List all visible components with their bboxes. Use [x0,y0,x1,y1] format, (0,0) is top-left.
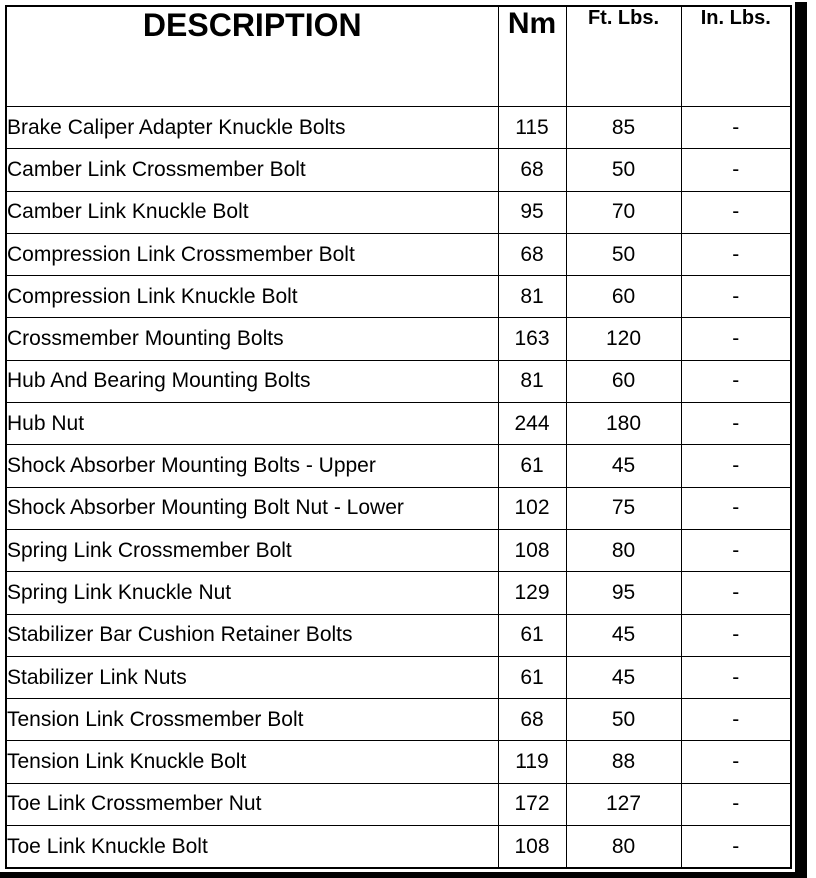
ft-lbs-cell: 80 [566,826,681,868]
table-row [7,699,790,741]
description-cell: Crossmember Mounting Bolts [7,318,498,360]
ft-lbs-cell: 80 [566,529,681,571]
column-header-nm: Nm [498,7,566,107]
in-lbs-cell: - [681,191,790,233]
in-lbs-cell: - [681,318,790,360]
nm-cell: 108 [498,826,566,868]
nm-cell: 68 [498,149,566,191]
in-lbs-cell: - [681,699,790,741]
column-header-ft-lbs: Ft. Lbs. [566,7,681,107]
table-row [7,318,790,360]
ft-lbs-cell: 180 [566,403,681,445]
description-cell: Compression Link Crossmember Bolt [7,233,498,275]
ft-lbs-cell: 50 [566,699,681,741]
ft-lbs-cell: 127 [566,783,681,825]
table-drop-shadow-right [795,2,807,878]
description-cell: Spring Link Crossmember Bolt [7,529,498,571]
in-lbs-cell: - [681,614,790,656]
nm-cell: 244 [498,403,566,445]
column-header-in-lbs: In. Lbs. [681,7,790,107]
ft-lbs-cell: 120 [566,318,681,360]
table-drop-shadow-bottom [0,872,807,878]
header-row [7,7,790,107]
table-row [7,360,790,402]
table-row [7,149,790,191]
table-row [7,445,790,487]
ft-lbs-cell: 45 [566,614,681,656]
ft-lbs-cell: 95 [566,572,681,614]
ft-lbs-cell: 45 [566,445,681,487]
table-row [7,233,790,275]
ft-lbs-cell: 70 [566,191,681,233]
in-lbs-cell: - [681,572,790,614]
in-lbs-cell: - [681,529,790,571]
description-cell: Stabilizer Bar Cushion Retainer Bolts [7,614,498,656]
ft-lbs-cell: 60 [566,276,681,318]
description-cell: Spring Link Knuckle Nut [7,572,498,614]
table-row [7,614,790,656]
column-header-description: DESCRIPTION [7,7,498,107]
table-row [7,783,790,825]
torque-spec-table [7,7,790,867]
description-cell: Camber Link Knuckle Bolt [7,191,498,233]
nm-cell: 163 [498,318,566,360]
ft-lbs-cell: 60 [566,360,681,402]
description-cell: Toe Link Crossmember Nut [7,783,498,825]
ft-lbs-cell: 88 [566,741,681,783]
description-cell: Brake Caliper Adapter Knuckle Bolts [7,107,498,149]
nm-cell: 129 [498,572,566,614]
in-lbs-cell: - [681,445,790,487]
description-cell: Stabilizer Link Nuts [7,656,498,698]
nm-cell: 68 [498,233,566,275]
description-cell: Hub Nut [7,403,498,445]
table-row [7,487,790,529]
description-cell: Compression Link Knuckle Bolt [7,276,498,318]
description-cell: Toe Link Knuckle Bolt [7,826,498,868]
in-lbs-cell: - [681,403,790,445]
in-lbs-cell: - [681,783,790,825]
in-lbs-cell: - [681,656,790,698]
table-row [7,529,790,571]
table-row [7,276,790,318]
table-row [7,107,790,149]
nm-cell: 61 [498,614,566,656]
description-cell: Tension Link Knuckle Bolt [7,741,498,783]
table-row [7,826,790,868]
in-lbs-cell: - [681,360,790,402]
description-cell: Tension Link Crossmember Bolt [7,699,498,741]
nm-cell: 115 [498,107,566,149]
table-row [7,191,790,233]
nm-cell: 61 [498,656,566,698]
table-row [7,572,790,614]
ft-lbs-cell: 50 [566,149,681,191]
nm-cell: 95 [498,191,566,233]
nm-cell: 102 [498,487,566,529]
nm-cell: 68 [498,699,566,741]
in-lbs-cell: - [681,149,790,191]
in-lbs-cell: - [681,487,790,529]
in-lbs-cell: - [681,107,790,149]
description-cell: Shock Absorber Mounting Bolts - Upper [7,445,498,487]
table-row [7,403,790,445]
table-row [7,741,790,783]
nm-cell: 119 [498,741,566,783]
nm-cell: 81 [498,276,566,318]
nm-cell: 61 [498,445,566,487]
in-lbs-cell: - [681,233,790,275]
ft-lbs-cell: 50 [566,233,681,275]
ft-lbs-cell: 85 [566,107,681,149]
in-lbs-cell: - [681,826,790,868]
nm-cell: 81 [498,360,566,402]
in-lbs-cell: - [681,741,790,783]
table-row [7,656,790,698]
description-cell: Hub And Bearing Mounting Bolts [7,360,498,402]
nm-cell: 172 [498,783,566,825]
description-cell: Shock Absorber Mounting Bolt Nut - Lower [7,487,498,529]
table-body [7,107,790,868]
ft-lbs-cell: 75 [566,487,681,529]
description-cell: Camber Link Crossmember Bolt [7,149,498,191]
ft-lbs-cell: 45 [566,656,681,698]
nm-cell: 108 [498,529,566,571]
in-lbs-cell: - [681,276,790,318]
